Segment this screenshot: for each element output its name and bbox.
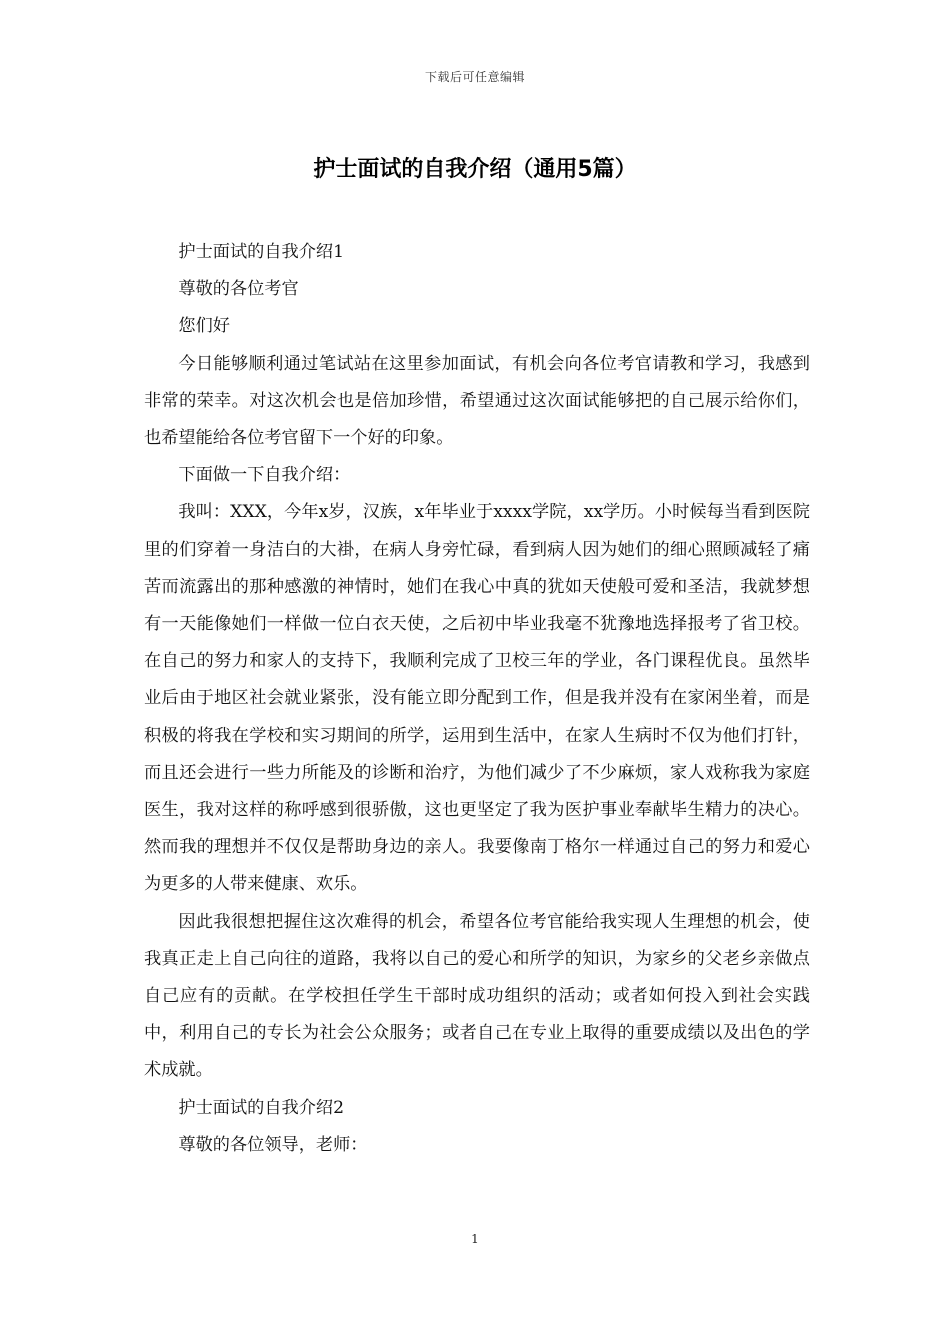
document-title: 护士面试的自我介绍（通用5篇） — [313, 157, 637, 182]
paragraph: 今日能够顺利通过笔试站在这里参加面试，有机会向各位考官请教和学习，我感到非常的荣幸。对这次机会也是倍加珍惜，希望通过这次面试能够把的自己展示给你们，也希望能给各位考官留下一个好的印象。 — [144, 353, 810, 449]
section-heading-1: 护士面试的自我介绍1 — [178, 242, 345, 262]
paragraph: 因此我很想把握住这次难得的机会，希望各位考官能给我实现人生理想的机会，使我真正走上自己向往的道路，我将以自己的爱心和所学的知识，为家乡的父老乡亲做点自己应有的贡献。在学校担任学生干部时成功组织的活动；或者如何投入到社会实践中，利用自己的专长为社会公众服务；或者自己在专业上取得的重要成绩以及出色的学术成就。 — [144, 911, 810, 1081]
greeting: 您们好 — [178, 316, 230, 337]
header-note: 下载后可任意编辑 — [424, 70, 525, 84]
page-number: 1 — [471, 1232, 479, 1246]
salutation: 尊敬的各位领导，老师： — [178, 1134, 368, 1155]
document-body — [144, 234, 810, 1164]
salutation: 尊敬的各位考官 — [178, 279, 299, 300]
paragraph: 我叫：XXX，今年x岁，汉族，x年毕业于xxxx学院，xx学历。小时候每当看到医院里的们穿着一身洁白的大褂，在病人身旁忙碌，看到病人因为她们的细心照顾减轻了痛苦而流露出的那种感激的神情时，她们在我心中真的犹如天使般可爱和圣洁，我就梦想有一天能像她们一样做一位白衣天使，之后初中毕业我毫不犹豫地选择报考了省卫校。在自己的努力和家人的支持下，我顺利完成了卫校三年的学业，各门课程优良。虽然毕业后由于地区社会就业紧张，没有能立即分配到工作，但是我并没有在家闲坐着，而是积极的将我在学校和实习期间的所学，运用到生活中，在家人生病时不仅为他们打针，而且还会进行一些力所能及的诊断和治疗，为他们减少了不少麻烦，家人戏称我为家庭医生，我对这样的称呼感到很骄傲，这也更坚定了我为医护事业奉献毕生精力的决心。然而我的理想并不仅仅是帮助身边的亲人。我要像南丁格尔一样通过自己的努力和爱心为更多的人带来健康、欢乐。 — [144, 502, 810, 895]
section-heading-2: 护士面试的自我介绍2 — [178, 1097, 345, 1118]
paragraph: 下面做一下自我介绍： — [178, 465, 351, 486]
